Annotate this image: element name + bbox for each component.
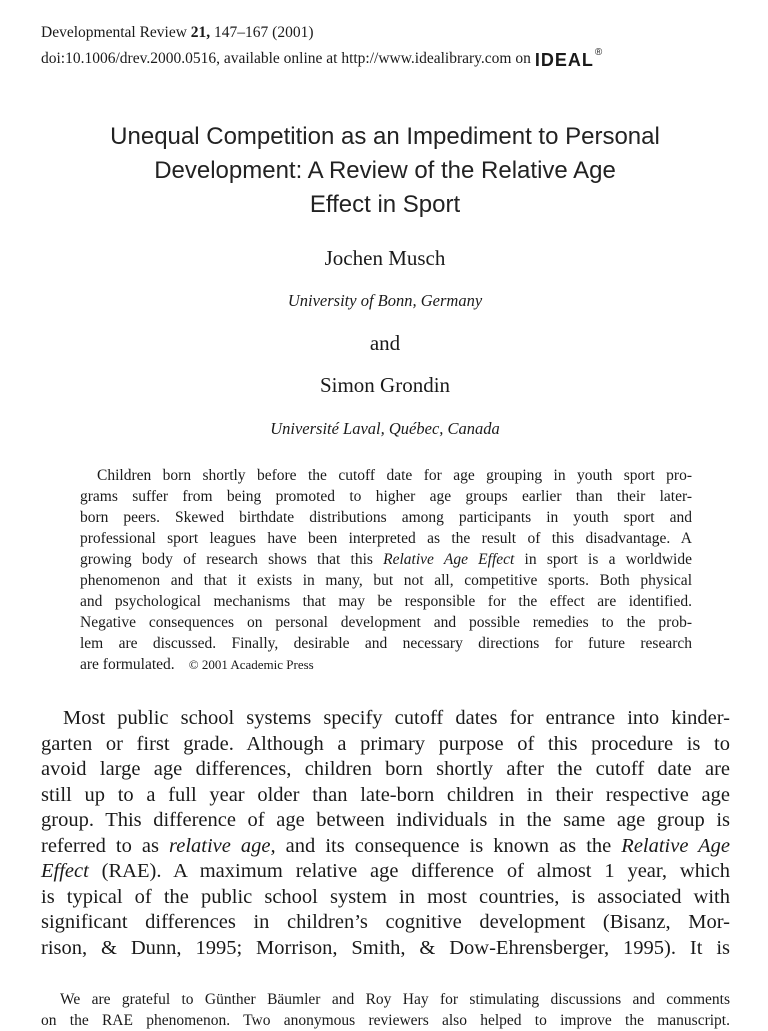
abstract [80,465,692,675]
ideal-logo-text: IDEAL [534,50,594,70]
title-line-1: Unequal Competition as an Impediment to Personal [110,123,660,150]
body-paragraph [41,706,730,961]
abstract-line: phenomenon and that it exists in many, but not all, competitive sports. Both physical [80,572,692,589]
term-effect: Effect [41,860,89,882]
abstract-text: are formulated. [80,656,175,673]
copyright-notice: © 2001 Academic Press [188,657,314,672]
abstract-line: professional sport leagues have been interpreted as the result of this disadvantage. A [80,530,692,547]
doi-text: doi:10.1006/drev.2000.0516, available online at http://www.idealibrary.com on [41,50,531,67]
abstract-line: born peers. Skewed birthdate distributions among participants in youth sport and [80,509,692,526]
abstract-line: Negative consequences on personal development and possible remedies to the prob- [80,614,692,631]
body-line: still up to a full year older than late-born children in their respective age [41,783,730,806]
body-line: garten or first grade. Although a primary purpose of this procedure is to [41,732,730,755]
body-line: significant differences in children’s cognitive development (Bisanz, Mor- [41,911,730,933]
term-relative-age-effect: Relative Age [621,834,730,857]
journal-citation [41,23,314,43]
abstract-text: growing body of research shows that this [80,551,384,568]
registered-mark: ® [594,47,604,58]
abstract-line [80,654,692,675]
body-line: Most public school systems specify cutoff dates for entrance into kinder- [63,707,730,729]
footnote-line: We are grateful to Günther Bäumler and Roy Hay for stimulating discussions and comments [60,991,730,1008]
affiliation-1: University of Bonn, Germany [287,291,483,310]
affiliation-2: Université Laval, Québec, Canada [270,419,500,438]
doi-line [41,47,603,70]
abstract-line: Children born shortly before the cutoff date for age grouping in youth sport pro- [97,467,692,484]
abstract-line: and psychological mechanisms that may be responsible for the effect are identified. [80,593,692,610]
abstract-line [80,549,692,570]
body-line: avoid large age differences, children born shortly after the cutoff date are [41,758,730,780]
abstract-text: in sport is a worldwide [514,551,692,568]
author-2: Simon Grondin [319,373,451,397]
ideal-logo [535,47,603,70]
body-text: (RAE). A maximum relative age difference of almost 1 year, which [88,860,730,882]
body-line: group. This difference of age between individuals in the same age group is [41,809,730,831]
author-1: Jochen Musch [324,246,446,270]
abstract-line: grams suffer from being promoted to higher age groups earlier than their later- [80,488,692,505]
footnote-line: on the RAE phenomenon. Two anonymous reviewers also helped to improve the manuscript. [41,1012,730,1029]
body-line: rison, & Dunn, 1995; Morrison, Smith, & Dow-Ehrensberger, 1995). It is [41,936,730,959]
title-line-2: Development: A Review of the Relative Age [154,157,616,184]
journal-pages-year: 147–167 (2001) [210,24,314,41]
body-line [41,834,730,860]
term-relative-age: relative age, [169,834,276,857]
author-conjunction: and [369,331,401,355]
body-line [41,859,730,885]
abstract-line: lem are discussed. Finally, desirable and necessary directions for future research [80,635,692,652]
journal-name: Developmental Review [41,24,191,41]
abstract-term-rae: Relative Age Effect [383,551,515,568]
journal-volume: 21, [190,24,211,41]
title-line-3: Effect in Sport [309,191,461,218]
paper-title [60,120,710,222]
acknowledgment-footnote [41,989,730,1031]
body-line: is typical of the public school system in most countries, is associated with [41,885,730,908]
body-text: referred to as [41,834,170,857]
body-text: and its consequence is known as the [275,834,622,857]
